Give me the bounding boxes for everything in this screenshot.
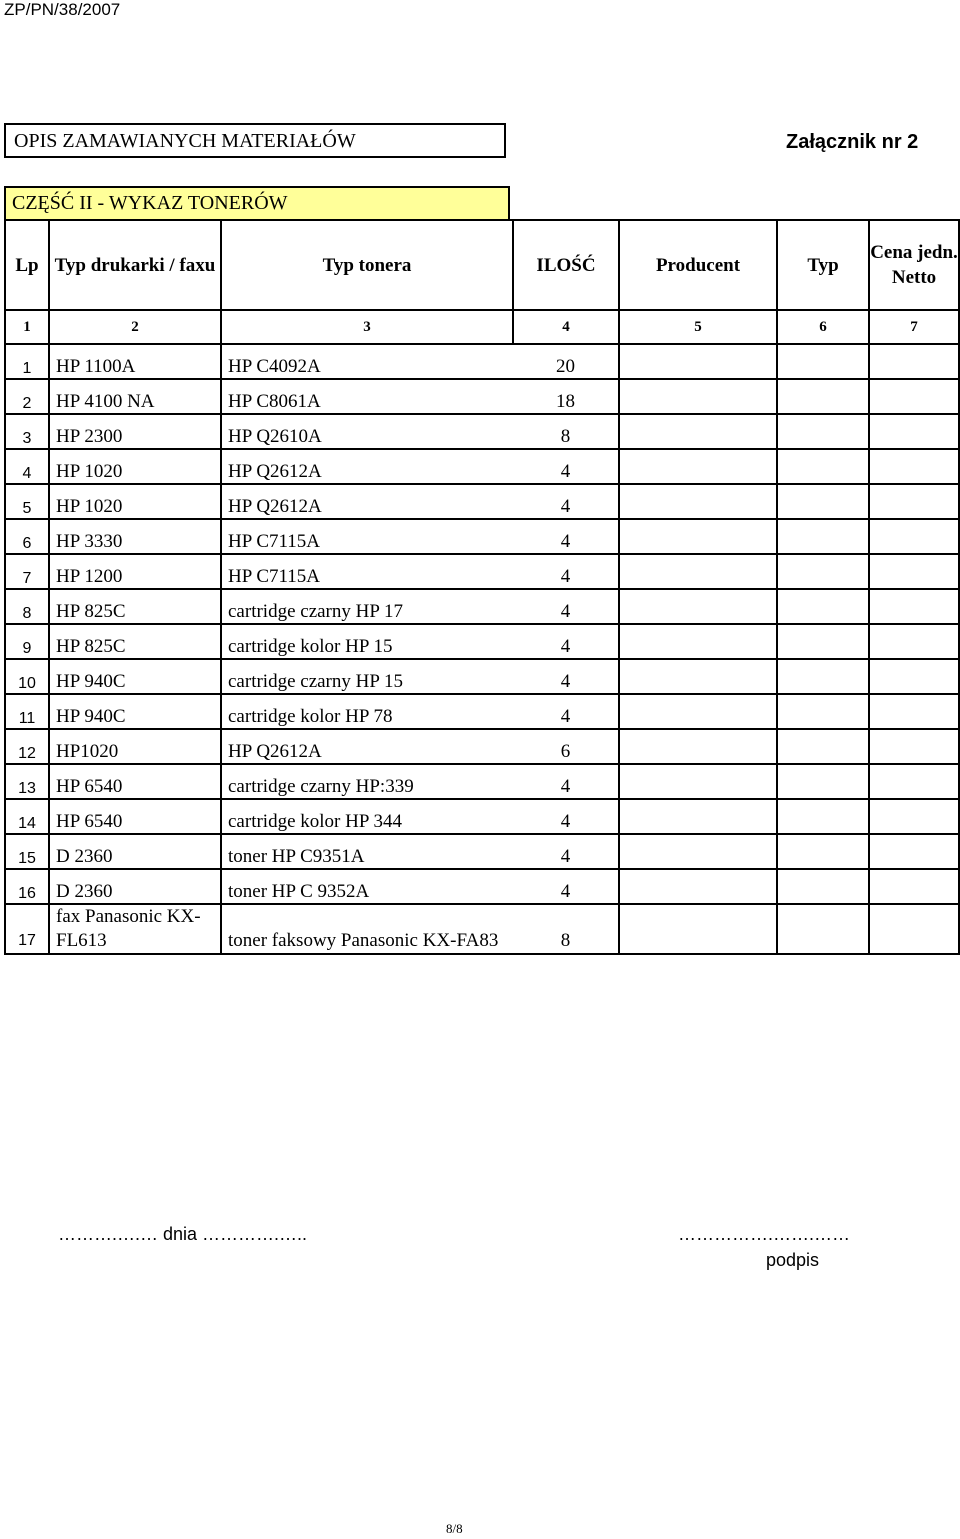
row-toner: toner HP C 9352A <box>221 869 513 904</box>
row-toner: HP C7115A <box>221 554 513 589</box>
row-type <box>777 834 869 869</box>
row-type <box>777 414 869 449</box>
column-number: 6 <box>777 310 869 344</box>
column-number: 1 <box>5 310 49 344</box>
row-lp: 17 <box>5 904 49 954</box>
row-toner: HP Q2610A <box>221 414 513 449</box>
row-quantity: 4 <box>513 869 619 904</box>
row-unit-price <box>869 624 959 659</box>
table-row <box>5 449 959 484</box>
row-lp: 2 <box>5 379 49 414</box>
row-producer <box>619 764 777 799</box>
row-unit-price <box>869 554 959 589</box>
document-reference: ZP/PN/38/2007 <box>4 0 121 19</box>
table-row <box>5 414 959 449</box>
row-type <box>777 729 869 764</box>
row-producer <box>619 449 777 484</box>
row-quantity: 4 <box>513 694 619 729</box>
header-toner-type: Typ tonera <box>221 220 513 310</box>
row-producer <box>619 589 777 624</box>
row-type <box>777 799 869 834</box>
row-quantity: 4 <box>513 659 619 694</box>
row-unit-price <box>869 799 959 834</box>
row-lp: 14 <box>5 799 49 834</box>
row-quantity: 20 <box>513 344 619 379</box>
row-quantity: 4 <box>513 799 619 834</box>
row-lp: 11 <box>5 694 49 729</box>
row-lp: 5 <box>5 484 49 519</box>
document-title: OPIS ZAMAWIANYCH MATERIAŁÓW <box>4 123 506 158</box>
row-toner: cartridge kolor HP 15 <box>221 624 513 659</box>
row-printer: HP 825C <box>49 589 221 624</box>
row-quantity: 4 <box>513 764 619 799</box>
row-toner: cartridge kolor HP 344 <box>221 799 513 834</box>
row-type <box>777 624 869 659</box>
row-unit-price <box>869 449 959 484</box>
row-printer: HP 1020 <box>49 449 221 484</box>
row-lp: 12 <box>5 729 49 764</box>
row-lp: 3 <box>5 414 49 449</box>
row-toner: HP C7115A <box>221 519 513 554</box>
row-printer: HP 825C <box>49 624 221 659</box>
table-row <box>5 904 959 954</box>
row-printer: HP 1020 <box>49 484 221 519</box>
row-unit-price <box>869 834 959 869</box>
part-title: CZĘŚĆ II - WYKAZ TONERÓW <box>4 186 510 220</box>
row-producer <box>619 729 777 764</box>
row-type <box>777 764 869 799</box>
row-printer: HP 2300 <box>49 414 221 449</box>
row-lp: 16 <box>5 869 49 904</box>
signature-dots: …………….…….…… <box>678 1224 851 1244</box>
column-number: 7 <box>869 310 959 344</box>
column-number: 4 <box>513 310 619 344</box>
row-lp: 4 <box>5 449 49 484</box>
page-number: 8/8 <box>446 1521 463 1536</box>
row-quantity: 18 <box>513 379 619 414</box>
row-toner: cartridge czarny HP:339 <box>221 764 513 799</box>
row-printer: HP1020 <box>49 729 221 764</box>
row-quantity: 4 <box>513 624 619 659</box>
row-printer: HP 1200 <box>49 554 221 589</box>
header-quantity: ILOŚĆ <box>513 220 619 310</box>
row-unit-price <box>869 519 959 554</box>
table-row <box>5 764 959 799</box>
row-quantity: 8 <box>513 414 619 449</box>
column-number-row <box>5 310 959 344</box>
table-header-row <box>5 220 959 310</box>
row-lp: 9 <box>5 624 49 659</box>
row-quantity: 6 <box>513 729 619 764</box>
row-printer: HP 940C <box>49 694 221 729</box>
row-producer <box>619 834 777 869</box>
column-number: 2 <box>49 310 221 344</box>
column-number: 5 <box>619 310 777 344</box>
header-type: Typ <box>777 220 869 310</box>
row-unit-price <box>869 484 959 519</box>
table-row <box>5 834 959 869</box>
table-row <box>5 659 959 694</box>
row-type <box>777 694 869 729</box>
table-row <box>5 799 959 834</box>
row-type <box>777 484 869 519</box>
table-row <box>5 379 959 414</box>
row-toner: toner faksowy Panasonic KX-FA83 <box>221 904 513 954</box>
table-row <box>5 344 959 379</box>
row-printer: fax Panasonic KX-FL613 <box>49 904 221 954</box>
column-number: 3 <box>221 310 513 344</box>
row-unit-price <box>869 344 959 379</box>
row-lp: 8 <box>5 589 49 624</box>
row-unit-price <box>869 659 959 694</box>
row-toner: HP Q2612A <box>221 449 513 484</box>
table-row <box>5 554 959 589</box>
header-unit-price: Cena jedn. Netto <box>869 220 959 310</box>
row-quantity: 4 <box>513 449 619 484</box>
row-producer <box>619 624 777 659</box>
row-type <box>777 589 869 624</box>
attachment-label: Załącznik nr 2 <box>786 131 919 153</box>
row-producer <box>619 869 777 904</box>
header-printer-type: Typ drukarki / faxu <box>49 220 221 310</box>
row-quantity: 4 <box>513 554 619 589</box>
row-type <box>777 554 869 589</box>
row-lp: 13 <box>5 764 49 799</box>
row-producer <box>619 799 777 834</box>
row-producer <box>619 694 777 729</box>
table-row <box>5 729 959 764</box>
row-toner: cartridge kolor HP 78 <box>221 694 513 729</box>
row-unit-price <box>869 904 959 954</box>
row-printer: HP 3330 <box>49 519 221 554</box>
row-type <box>777 869 869 904</box>
toner-table <box>4 219 960 955</box>
row-toner: HP C8061A <box>221 379 513 414</box>
date-line: ……….….… dnia ………….….. <box>58 1224 308 1244</box>
row-quantity: 4 <box>513 484 619 519</box>
header-lp: Lp <box>5 220 49 310</box>
row-unit-price <box>869 379 959 414</box>
row-toner: toner HP C9351A <box>221 834 513 869</box>
row-printer: HP 6540 <box>49 764 221 799</box>
row-producer <box>619 519 777 554</box>
row-unit-price <box>869 764 959 799</box>
row-producer <box>619 344 777 379</box>
table-row <box>5 589 959 624</box>
table-row <box>5 869 959 904</box>
table-row <box>5 484 959 519</box>
table-row <box>5 694 959 729</box>
row-quantity: 4 <box>513 834 619 869</box>
row-lp: 1 <box>5 344 49 379</box>
row-printer: D 2360 <box>49 834 221 869</box>
row-producer <box>619 484 777 519</box>
row-type <box>777 904 869 954</box>
row-producer <box>619 554 777 589</box>
row-producer <box>619 379 777 414</box>
row-type <box>777 379 869 414</box>
row-toner: cartridge czarny HP 15 <box>221 659 513 694</box>
row-printer: HP 940C <box>49 659 221 694</box>
table-body <box>5 344 959 954</box>
header-producer: Producent <box>619 220 777 310</box>
table-row <box>5 624 959 659</box>
row-quantity: 4 <box>513 589 619 624</box>
row-quantity: 4 <box>513 519 619 554</box>
row-toner: cartridge czarny HP 17 <box>221 589 513 624</box>
row-producer <box>619 659 777 694</box>
table-row <box>5 519 959 554</box>
signature-label: podpis <box>766 1250 820 1270</box>
row-unit-price <box>869 869 959 904</box>
row-type <box>777 344 869 379</box>
row-toner: HP C4092A <box>221 344 513 379</box>
row-unit-price <box>869 414 959 449</box>
row-toner: HP Q2612A <box>221 484 513 519</box>
row-lp: 7 <box>5 554 49 589</box>
row-printer: HP 6540 <box>49 799 221 834</box>
row-quantity: 8 <box>513 904 619 954</box>
row-unit-price <box>869 729 959 764</box>
row-printer: D 2360 <box>49 869 221 904</box>
row-producer <box>619 414 777 449</box>
row-type <box>777 449 869 484</box>
row-unit-price <box>869 694 959 729</box>
row-lp: 15 <box>5 834 49 869</box>
row-producer <box>619 904 777 954</box>
row-type <box>777 659 869 694</box>
row-type <box>777 519 869 554</box>
row-unit-price <box>869 589 959 624</box>
row-printer: HP 4100 NA <box>49 379 221 414</box>
row-printer: HP 1100A <box>49 344 221 379</box>
row-lp: 10 <box>5 659 49 694</box>
row-lp: 6 <box>5 519 49 554</box>
row-toner: HP Q2612A <box>221 729 513 764</box>
